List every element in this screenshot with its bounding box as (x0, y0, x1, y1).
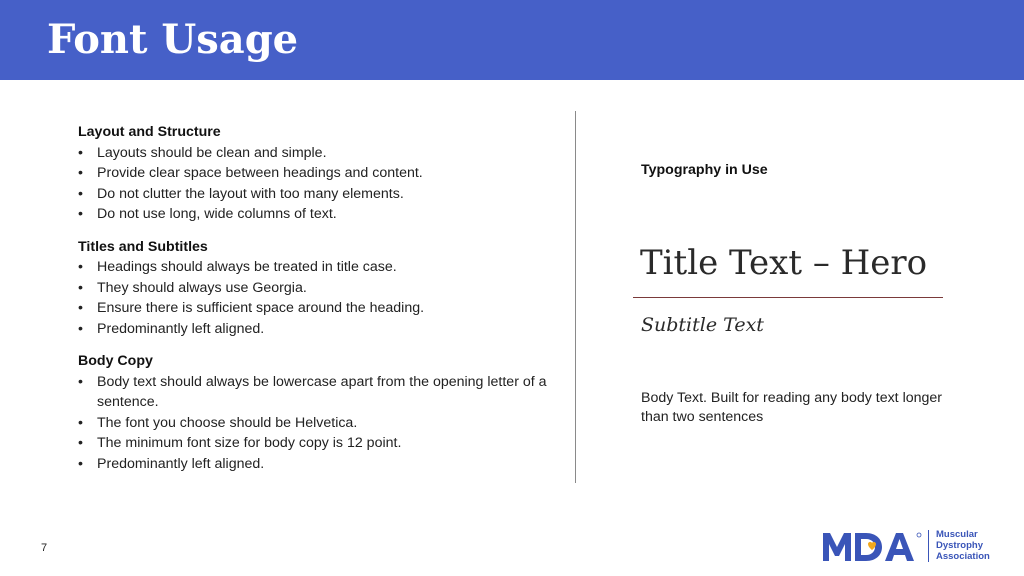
logo-separator (928, 530, 929, 562)
section-heading: Titles and Subtitles (78, 238, 208, 255)
mda-logo (822, 528, 997, 564)
section-titles-subtitles (78, 237, 558, 340)
bullet-item: • Ensure there is sufficient space around the heading. (78, 298, 558, 319)
bullet-item: • They should always use Georgia. (78, 278, 558, 299)
bullet-item: • The font you choose should be Helvetica. (78, 413, 558, 434)
mda-logo-mark-icon (822, 530, 932, 562)
header-bar (0, 0, 1024, 80)
bullet-item: • Body text should always be lowercase apart from the opening letter of a sentence. (78, 372, 558, 413)
bullet-item: • Provide clear space between headings and content. (78, 163, 558, 184)
bullet-item: • Headings should always be treated in title case. (78, 257, 558, 278)
section-heading: Body Copy (78, 353, 153, 369)
section-heading: Layout and Structure (78, 124, 221, 140)
bullet-item: • Do not use long, wide columns of text. (78, 204, 558, 225)
column-divider (575, 111, 576, 483)
typography-heading: Typography in Use (641, 162, 768, 178)
bullet-item: • Do not clutter the layout with too many elements. (78, 184, 558, 205)
slide-title: Font Usage (47, 16, 299, 63)
bullet-item: • Predominantly left aligned. (78, 454, 558, 475)
bullet-list (78, 143, 558, 225)
bullet-item: • Layouts should be clean and simple. (78, 143, 558, 164)
body-text-sample: Body Text. Built for reading any body text longer than two sentences (641, 390, 943, 425)
section-body-copy (78, 351, 558, 474)
logo-word: Association (936, 551, 990, 562)
bullet-item: • Predominantly left aligned. (78, 319, 558, 340)
hero-underline-rule (633, 297, 943, 298)
logo-word: Muscular (936, 529, 978, 540)
guidelines-column (78, 122, 558, 474)
bullet-list (78, 372, 558, 475)
bullet-list (78, 257, 558, 339)
page-number: 7 (41, 542, 48, 554)
hero-title-sample: Title Text – Hero (640, 243, 928, 283)
logo-wordmark (936, 529, 990, 562)
subtitle-sample: Subtitle Text (641, 314, 764, 336)
logo-word: Dystrophy (936, 540, 983, 551)
section-layout-structure (78, 122, 558, 225)
bullet-item: • The minimum font size for body copy is 12 point. (78, 433, 558, 454)
